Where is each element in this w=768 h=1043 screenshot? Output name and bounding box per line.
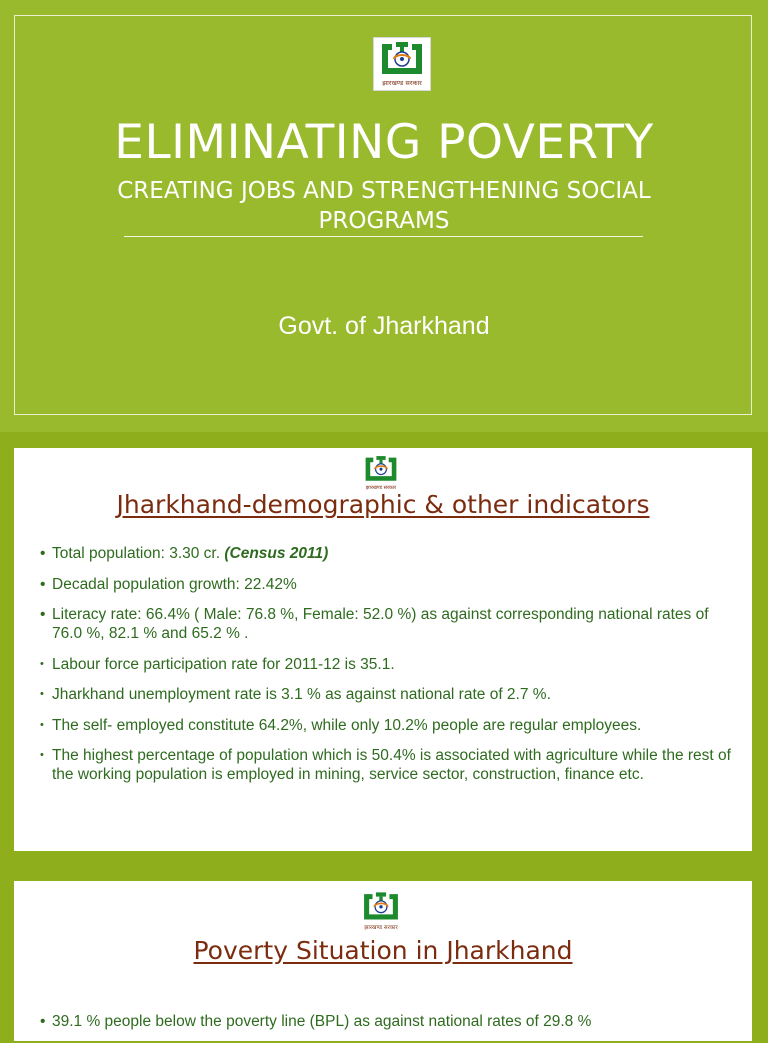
organization-name: Govt. of Jharkhand: [278, 312, 490, 340]
slide-subtitle: CREATING JOBS AND STRENGTHENING SOCIAL PROGRAMS: [117, 178, 651, 234]
bullet-text: Literacy rate: 66.4% ( Male: 76.8 %, Female: 52.0 %) as against corresponding national rates of 76.0 %, 82.1 % and 65.2 % .: [52, 606, 709, 642]
logo-caption: झारखण्ड सरकार: [382, 79, 422, 87]
list-item: [40, 575, 740, 594]
jharkhand-emblem-icon: [373, 37, 431, 91]
bullet-text: Decadal population growth: 22.42%: [52, 575, 297, 593]
list-item: [40, 716, 740, 735]
bullet-text: Labour force participation rate for 2011-12 is 35.1.: [52, 655, 395, 673]
census-note: (Census 2011): [224, 545, 329, 562]
title-slide: [0, 0, 768, 432]
list-item: [40, 605, 740, 643]
bullet-text: Total population: 3.30 cr.: [52, 545, 225, 562]
poverty-slide: [14, 881, 752, 1041]
bullet-text: The self- employed constitute 64.2%, while only 10.2% people are regular employees.: [52, 716, 642, 734]
list-item: [40, 1012, 740, 1031]
jharkhand-emblem-icon: [359, 453, 403, 493]
demographic-slide: [14, 448, 752, 851]
jharkhand-emblem-icon: [356, 889, 406, 933]
slide-heading: Jharkhand-demographic & other indicators: [116, 490, 650, 519]
slide-heading: Poverty Situation in Jharkhand: [193, 936, 573, 965]
slide-title: ELIMINATING POVERTY: [114, 115, 654, 170]
list-item: [40, 746, 740, 784]
list-item: [40, 685, 740, 704]
bullet-text: Jharkhand unemployment rate is 3.1 % as against national rate of 2.7 %.: [52, 686, 551, 703]
list-item: [40, 655, 740, 674]
bullet-text: 39.1 % people below the poverty line (BPL) as against national rates of 29.8 %: [52, 1013, 592, 1030]
logo-caption: झारखण्ड सरकार: [364, 924, 398, 931]
indicator-list: [40, 544, 740, 796]
poverty-list: [40, 1012, 740, 1043]
bullet-text: The highest percentage of population which is 50.4% is associated with agriculture while the rest of the working population is employed in mining, service sector, construction, finance etc.: [52, 747, 731, 783]
list-item: [40, 544, 740, 563]
logo-caption: झारखण्ड सरकार: [365, 485, 397, 492]
title-divider: [124, 236, 643, 237]
